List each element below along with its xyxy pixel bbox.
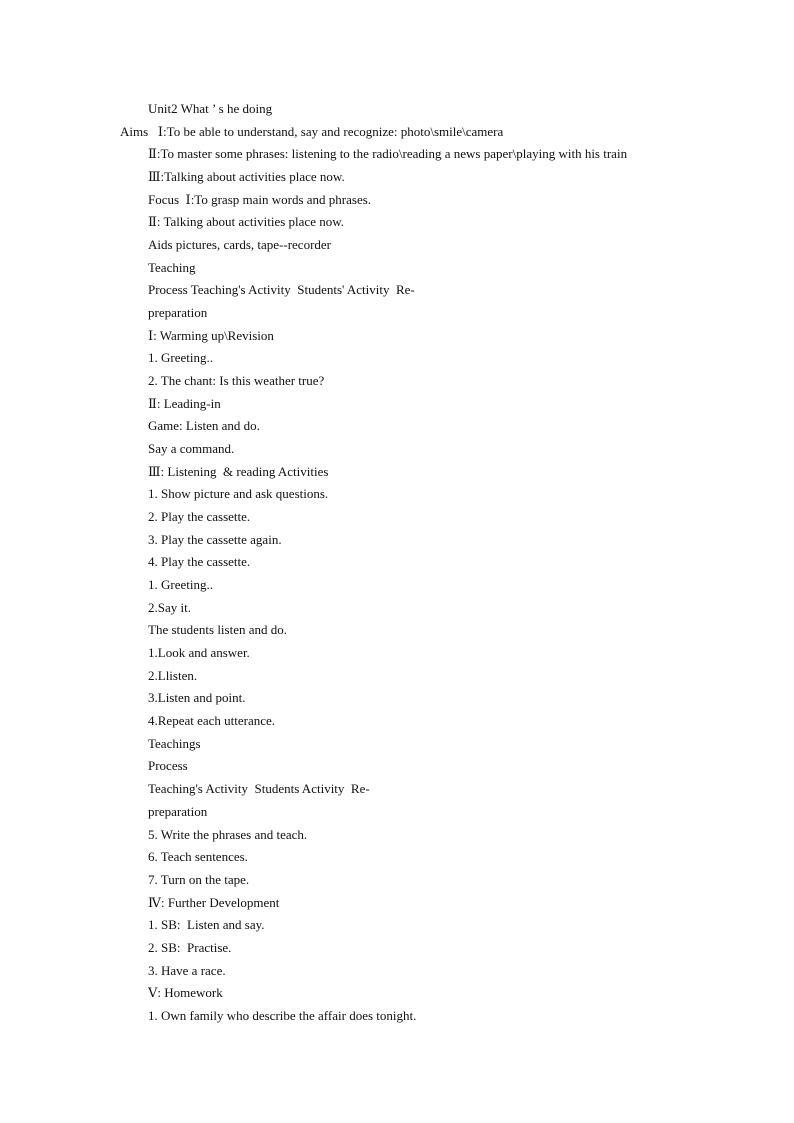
step-item: 1. Own family who describe the affair does tonight.: [148, 1007, 417, 1023]
step-item: 7. Turn on the tape.: [148, 871, 250, 887]
focus-line: Focus Ⅰ:To grasp main words and phrases.: [148, 191, 372, 207]
step-item: 4.Repeat each utterance.: [148, 713, 276, 729]
section-heading: Teachings: [148, 735, 201, 751]
unit-title: Unit2 What ’ s he doing: [148, 101, 273, 116]
aims-item: Ⅲ:Talking about activities place now.: [148, 169, 345, 185]
step-item: 2.Say it.: [148, 599, 191, 615]
step-heading: Ⅴ: Homework: [148, 985, 223, 1001]
step-item: 2. The chant: Is this weather true?: [148, 373, 325, 389]
step-item: 1.Look and answer.: [148, 645, 250, 661]
step-item: 5. Write the phrases and teach.: [148, 826, 308, 842]
table-header-line: Process Teaching's Activity Students' Activity Re-: [148, 282, 415, 298]
step-item: 2. Play the cassette.: [148, 509, 251, 525]
aims-line: Aims Ⅰ:To be able to understand, say and recognize: photo\smile\camera: [120, 123, 504, 139]
step-item: 4. Play the cassette.: [148, 554, 251, 570]
step-heading: Ⅰ: Warming up\Revision: [148, 327, 274, 343]
step-item: 2.Llisten.: [148, 667, 198, 683]
step-item: 1. Greeting..: [148, 350, 213, 366]
focus-item: Ⅱ: Talking about activities place now.: [148, 214, 345, 230]
step-heading: Ⅳ: Further Development: [148, 894, 280, 910]
step-heading: Ⅲ: Listening & reading Activities: [148, 463, 329, 479]
step-item: 3.Listen and point.: [148, 690, 246, 706]
table-header-line: Teaching's Activity Students Activity Re-: [148, 781, 370, 797]
section-heading: Process: [148, 758, 188, 774]
step-item: Say a command.: [148, 441, 235, 457]
table-header-line: preparation: [148, 305, 208, 321]
step-heading: Ⅱ: Leading-in: [148, 395, 221, 411]
lesson-plan-text: [0, 98, 794, 1028]
step-item: The students listen and do.: [148, 622, 288, 638]
aids-line: Aids pictures, cards, tape--recorder: [148, 237, 331, 253]
step-item: 3. Have a race.: [148, 962, 226, 978]
step-item: 6. Teach sentences.: [148, 849, 248, 865]
table-header-line: preparation: [148, 803, 208, 819]
step-item: 1. SB: Listen and say.: [148, 917, 265, 933]
aims-item: Ⅱ:To master some phrases: listening to the radio\reading a news paper\playing with his train: [148, 146, 628, 162]
step-item: 1. Greeting..: [148, 577, 213, 593]
step-item: 2. SB: Practise.: [148, 939, 232, 955]
step-item: Game: Listen and do.: [148, 418, 260, 434]
section-heading: Teaching: [148, 259, 196, 275]
step-item: 3. Play the cassette again.: [148, 531, 282, 547]
step-item: 1. Show picture and ask questions.: [148, 486, 329, 502]
